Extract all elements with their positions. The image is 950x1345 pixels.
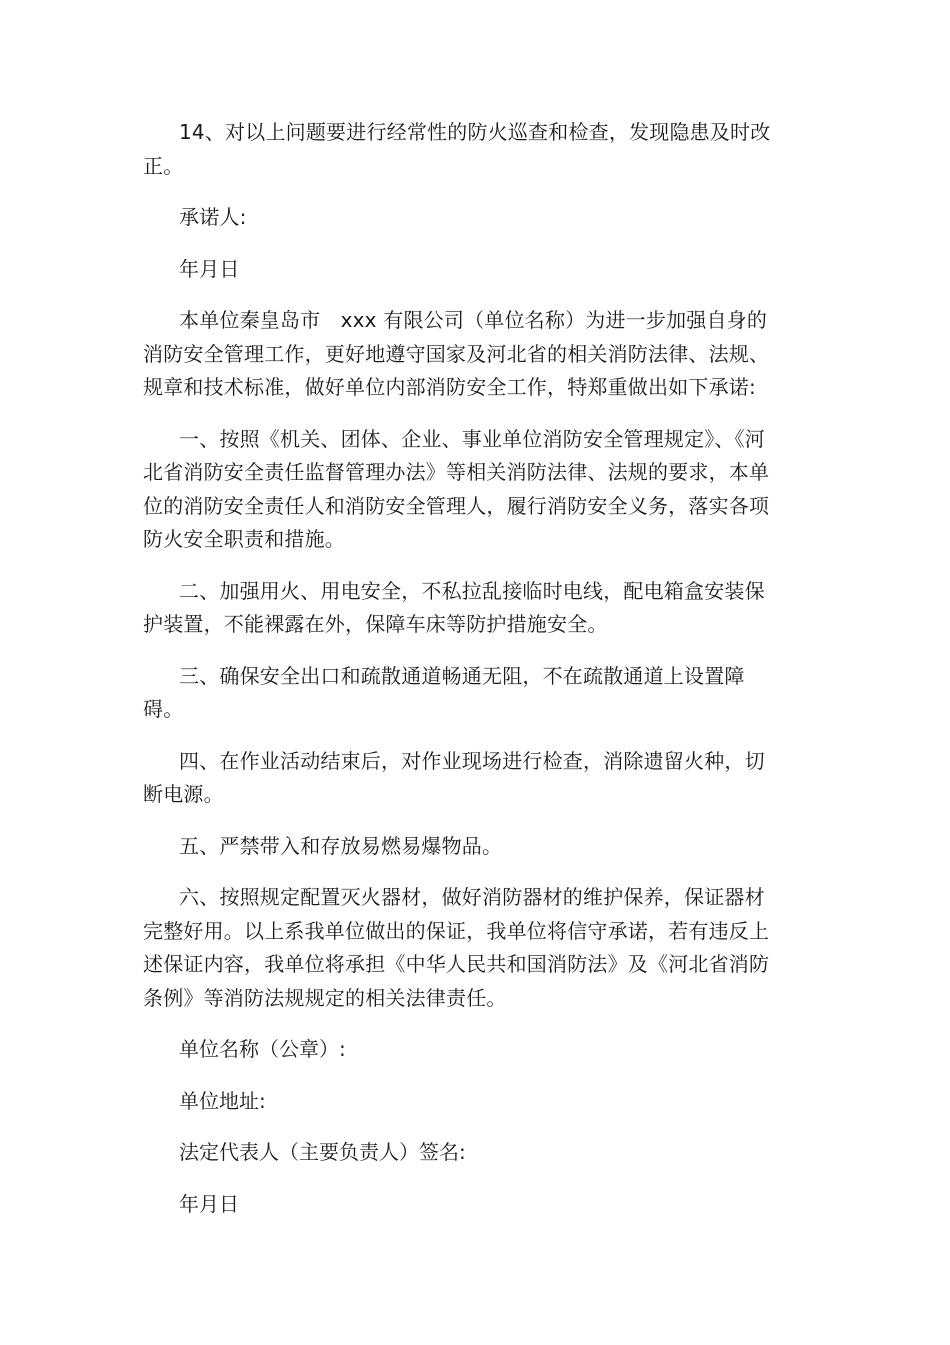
commitment-item-4: 四、在作业活动结束后，对作业现场进行检查，消除遗留火种，切断电源。 (143, 748, 765, 806)
commitment-item-1: 一、按照《机关、团体、企业、事业单位消防安全管理规定》、《河北省消防安全责任监督管理办法》等相关消防法律、法规的要求，本单位的消防安全责任人和消防安全管理人，履行消防安全义务，落实各项防火安全职责和措施。 (143, 426, 770, 551)
commitment-item-3: 三、确保安全出口和疏散通道畅通无阻，不在疏散通道上设置障碍。 (143, 663, 745, 721)
commitment-intro: 本单位秦皇岛市 xxx 有限公司（单位名称）为进一步加强自身的消防安全管理工作，更好地遵守国家及河北省的相关消防法律、法规、规章和技术标准，做好单位内部消防安全工作，特郑重做出如下承诺: (143, 308, 770, 399)
signature-date-label: 年月日 (179, 1191, 239, 1216)
commitment-item-6: 六、按照规定配置灭火器材，做好消防器材的维护保养，保证器材完整好用。以上系我单位做出的保证，我单位将信守承诺，若有违反上述保证内容，我单位将承担《中华人民共和国消防法》及《河北省消防条例》等消防法规规定的相关法律责任。 (143, 885, 770, 1010)
promisor-label: 承诺人: (179, 205, 247, 229)
legal-representative-label: 法定代表人（主要负责人）签名: (179, 1140, 466, 1164)
paragraph-item-14: 14、对以上问题要进行经常性的防火巡查和检查，发现隐患及时改正。 (143, 120, 771, 178)
document-body (143, 116, 783, 1239)
date-label: 年月日 (179, 256, 240, 281)
company-address-label: 单位地址: (179, 1088, 266, 1113)
company-name-label: 单位名称（公章）: (179, 1037, 346, 1061)
commitment-item-2: 二、加强用火、用电安全，不私拉乱接临时电线，配电箱盒安装保护装置，不能裸露在外，保障车床等防护措施安全。 (143, 578, 765, 636)
commitment-item-5: 五、严禁带入和存放易燃易爆物品。 (179, 833, 503, 858)
